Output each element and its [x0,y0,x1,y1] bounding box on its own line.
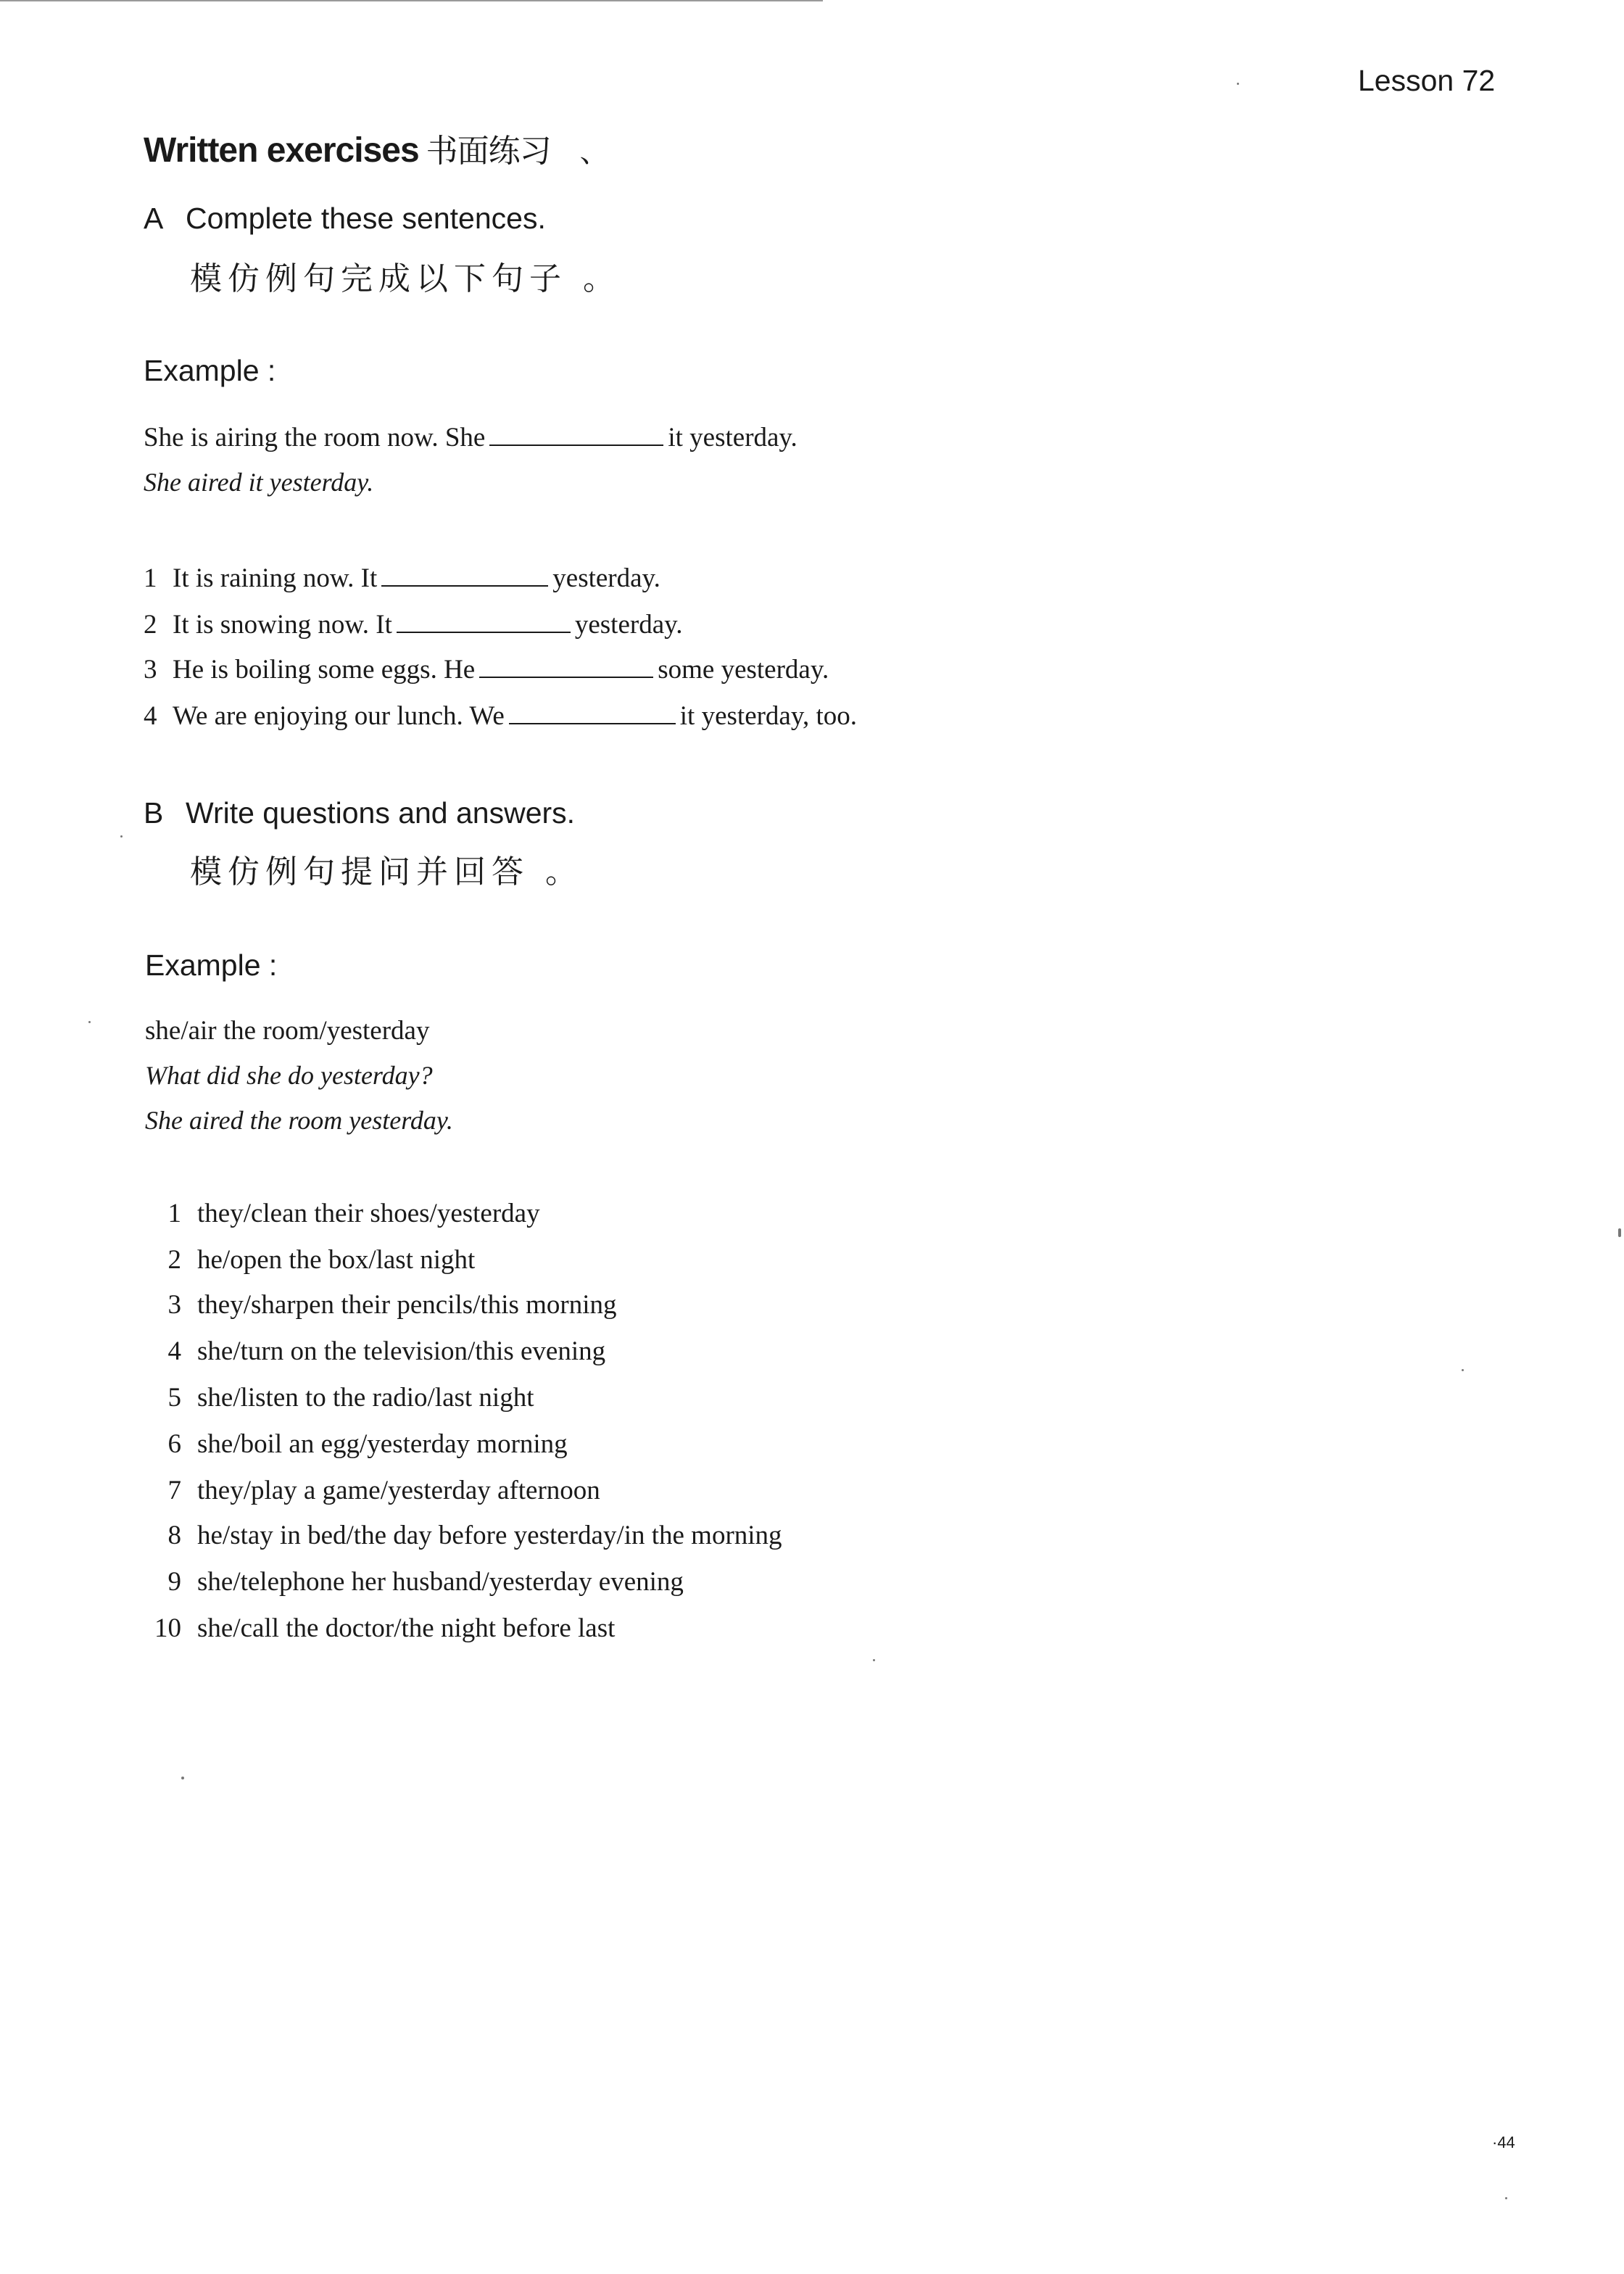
item-text-after: yesterday. [574,610,683,640]
section-a-heading [144,202,546,236]
section-a-example-answer: She aired it yesterday. [144,468,374,497]
item-text-before: It is snowing now. It [173,610,392,640]
section-b-example-prompt: she/air the room/yesterday [145,1016,430,1046]
section-b-item [144,1336,605,1367]
section-b-instruction: Write questions and answers. [186,796,576,830]
example-blank [489,444,663,446]
item-text-before: We are enjoying our lunch. We [173,701,505,731]
section-b-item [144,1429,568,1460]
answer-blank [397,631,571,633]
section-a-item [144,700,857,732]
item-number: 3 [144,655,157,685]
item-number: 5 [167,1383,181,1413]
section-b-example-question: What did she do yesterday? [145,1061,433,1090]
item-number: 2 [144,610,157,640]
section-a-example-sentence [144,422,798,453]
item-number: 4 [144,701,157,731]
answer-blank [479,676,653,678]
item-text: she/listen to the radio/last night [197,1383,534,1413]
section-b-item [144,1475,600,1506]
answer-blank [381,584,548,587]
item-number: 7 [167,1476,181,1505]
scan-speck [1237,83,1239,85]
item-number: 1 [167,1199,181,1228]
answer-blank [509,722,676,724]
item-number: 10 [154,1613,181,1643]
page-number: ·44 [1492,2133,1515,2151]
item-number: 1 [144,563,157,593]
section-b-item [144,1244,475,1275]
scan-speck [88,1021,91,1023]
lesson-label: Lesson 72 [1358,64,1496,97]
section-a-item [144,563,660,594]
section-b-letter: B [144,796,164,830]
section-a-letter: A [144,202,164,235]
scan-speck [873,1659,875,1661]
section-a-instruction: Complete these sentences. [186,202,546,235]
item-text: she/telephone her husband/yesterday evening [197,1567,684,1597]
item-text: he/open the box/last night [197,1245,476,1275]
section-b-example-answer: She aired the room yesterday. [145,1106,453,1135]
scan-speck [1618,1228,1621,1237]
example-sentence-start: She is airing the room now. She [144,423,486,452]
item-text-before: It is raining now. It [173,563,378,593]
section-a-item [144,609,682,640]
section-b-item [144,1289,617,1320]
section-b-item [144,1566,684,1597]
item-number: 6 [167,1429,181,1459]
scan-speck [120,835,123,838]
item-text: they/clean their shoes/yesterday [197,1199,540,1228]
section-b-heading [144,796,575,830]
item-text-after: yesterday. [552,563,660,593]
item-text: she/boil an egg/yesterday morning [197,1429,568,1459]
section-b-example-label: Example : [145,948,278,982]
scan-speck [181,1777,184,1779]
item-number: 4 [167,1336,181,1366]
item-text: she/call the doctor/the night before last [197,1613,616,1643]
section-a-instruction-zh: 模仿例句完成以下句子 。 [190,260,621,297]
title-english: Written exercises [144,131,419,170]
section-b-item [144,1198,540,1229]
title-mark: 、 [579,136,608,168]
section-a-item [144,654,829,685]
section-b-item [144,1613,615,1644]
title-chinese: 书面练习 [426,133,551,170]
section-a-example-label: Example : [144,354,276,387]
item-text: he/stay in bed/the day before yesterday/in the morning [197,1521,782,1550]
scan-speck [1462,1369,1464,1371]
item-text-after: it yesterday, too. [679,701,857,731]
item-number: 3 [167,1290,181,1320]
item-number: 9 [167,1567,181,1597]
item-text: they/play a game/yesterday afternoon [197,1476,600,1505]
page-title [144,125,608,171]
item-text-after: some yesterday. [658,655,829,685]
section-b-item [144,1520,782,1551]
item-number: 2 [167,1245,181,1275]
scan-speck [1505,2197,1507,2199]
item-text-before: He is boiling some eggs. He [173,655,476,685]
item-text: she/turn on the television/this evening [197,1336,606,1366]
example-sentence-end: it yesterday. [668,423,798,452]
item-number: 8 [167,1521,181,1550]
top-rule [0,0,823,1]
item-text: they/sharpen their pencils/this morning [197,1290,617,1320]
section-b-item [144,1382,534,1413]
section-b-instruction-zh: 模仿例句提问并回答 。 [190,853,583,890]
